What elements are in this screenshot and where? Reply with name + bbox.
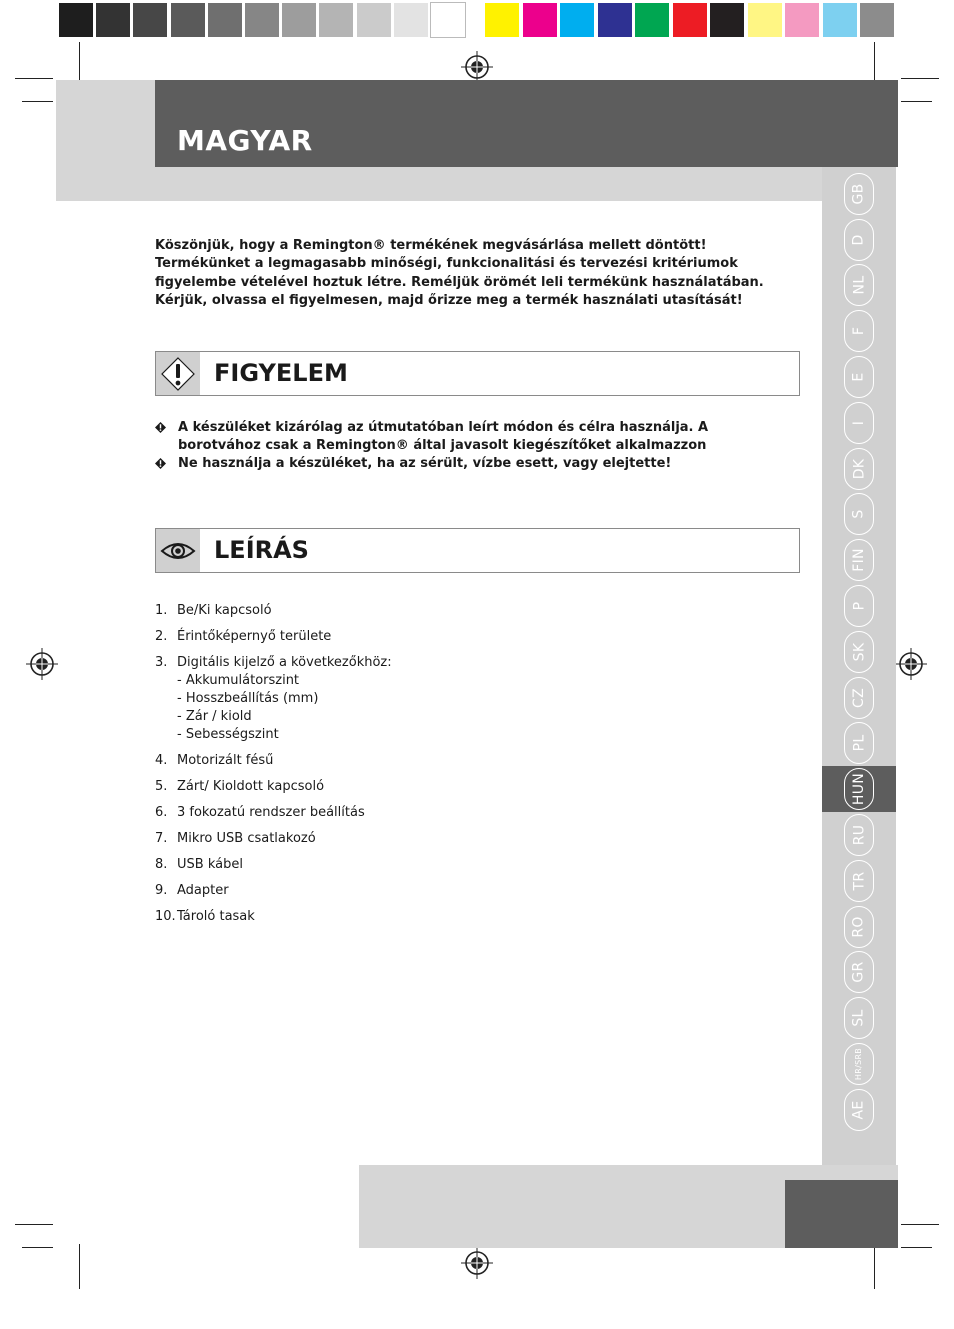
color-swatch — [635, 3, 669, 37]
color-swatch — [523, 3, 557, 37]
language-tab[interactable] — [822, 1087, 896, 1133]
list-item — [155, 752, 655, 770]
list-item-text: Tároló tasak — [177, 909, 255, 924]
color-swatch — [245, 3, 279, 37]
color-swatch — [171, 3, 205, 37]
language-tab-outline — [844, 906, 874, 948]
list-item — [155, 882, 655, 900]
warning-icon — [156, 352, 200, 395]
language-tab[interactable] — [822, 171, 896, 217]
color-swatch — [319, 3, 353, 37]
language-tab-label: DK — [851, 458, 867, 479]
language-tab-outline — [844, 677, 874, 719]
list-item — [155, 602, 655, 620]
language-tab-label: I — [851, 420, 867, 426]
warning-section-title: FIGYELEM — [214, 359, 348, 387]
language-tab-outline — [844, 310, 874, 352]
language-tab[interactable] — [822, 263, 896, 309]
list-item-text: Érintőképernyő területe — [177, 629, 332, 644]
language-tab[interactable] — [822, 995, 896, 1041]
list-item-text: Digitális kijelző a következőkhöz: — [177, 655, 392, 670]
language-tab-label: SL — [850, 1009, 867, 1027]
color-swatch — [431, 3, 465, 37]
list-item-text: Adapter — [177, 883, 229, 898]
language-tabs — [822, 167, 896, 1165]
intro-line: Kérjük, olvassa el figyelmesen, majd őrizze meg a termék használati utasítását! — [155, 292, 743, 308]
language-tab-label: F — [850, 327, 867, 336]
header-bar — [155, 80, 898, 167]
language-tab-label: HUN — [851, 773, 867, 806]
description-section-header — [155, 528, 800, 573]
language-tab-label: P — [851, 601, 867, 611]
intro-paragraph — [155, 237, 815, 310]
warning-bullet-icon — [155, 458, 166, 469]
list-item-number: 7. — [155, 831, 168, 846]
color-swatch — [598, 3, 632, 37]
list-item-text: Mikro USB csatlakozó — [177, 831, 316, 846]
language-tab-label: PL — [851, 735, 867, 752]
eye-icon — [156, 529, 200, 572]
list-item-number: 1. — [155, 603, 168, 618]
language-tab[interactable] — [822, 354, 896, 400]
language-tab-outline — [844, 448, 874, 490]
language-tab-label: GB — [851, 183, 867, 205]
language-tab[interactable] — [822, 446, 896, 492]
language-tab-label: HR/SRB — [854, 1047, 864, 1081]
color-swatch — [748, 3, 782, 37]
list-item-number: 3. — [155, 655, 168, 670]
language-tab-outline — [844, 356, 874, 398]
language-tab[interactable] — [822, 675, 896, 721]
language-tab-label: SK — [850, 642, 867, 662]
language-tab-outline — [844, 585, 874, 627]
language-tab-label: GR — [851, 961, 867, 984]
list-item-number: 9. — [155, 883, 168, 898]
color-swatch — [785, 3, 819, 37]
color-swatch — [485, 3, 519, 37]
color-swatch — [560, 3, 594, 37]
warning-section-header — [155, 351, 800, 396]
list-item-text: USB kábel — [177, 857, 243, 872]
page-title: MAGYAR — [177, 124, 313, 157]
intro-line: figyelembe vételével hoztuk létre. Reméljük örömét leli termékünk használatában. — [155, 274, 764, 290]
language-tab-label: AE — [851, 1100, 867, 1120]
language-tab[interactable] — [822, 492, 896, 538]
registration-mark-left — [26, 648, 58, 680]
language-tab[interactable] — [822, 904, 896, 950]
color-swatch — [357, 3, 391, 37]
registration-mark-right — [895, 648, 927, 680]
warning-bullet-icon — [155, 422, 166, 433]
color-swatch — [208, 3, 242, 37]
color-swatch — [710, 3, 744, 37]
language-tab-outline — [844, 951, 874, 993]
list-item-text: Zárt/ Kioldott kapcsoló — [177, 779, 325, 794]
language-tab-outline — [844, 768, 874, 810]
registration-mark-top — [461, 51, 493, 83]
list-item-number: 8. — [155, 857, 168, 872]
list-item — [155, 778, 655, 796]
intro-line: Köszönjük, hogy a Remington® termékének megvásárlása mellett döntött! — [155, 238, 707, 253]
language-tab-outline — [844, 539, 874, 581]
language-tab[interactable] — [822, 400, 896, 446]
list-item — [155, 856, 655, 874]
language-tab[interactable] — [822, 629, 896, 675]
color-swatch — [673, 3, 707, 37]
warning-list — [155, 419, 775, 474]
description-section-title: LEÍRÁS — [214, 536, 309, 564]
language-tab-label: NL — [851, 276, 867, 295]
language-tab-outline — [844, 722, 874, 764]
language-tab[interactable] — [822, 766, 896, 812]
language-tab[interactable] — [822, 950, 896, 996]
list-item-number: 5. — [155, 779, 168, 794]
list-subitem: - Hosszbeállítás (mm) — [177, 691, 319, 706]
header-underband — [155, 167, 822, 201]
language-tab-outline — [844, 860, 874, 902]
list-item — [155, 830, 655, 848]
parts-list — [155, 602, 655, 934]
language-tab-outline — [844, 814, 874, 856]
list-item — [155, 908, 655, 926]
list-item-number: 2. — [155, 629, 168, 644]
color-swatch — [823, 3, 857, 37]
language-tab-outline — [844, 173, 874, 215]
intro-line: Termékünket a legmagasabb minőségi, funkcionalitási és tervezési kritériumok — [155, 256, 738, 272]
language-tab-outline — [844, 402, 874, 444]
color-swatch — [59, 3, 93, 37]
list-subitem: - Zár / kiold — [177, 709, 252, 724]
language-tab[interactable] — [822, 858, 896, 904]
language-tab-label: TR — [850, 871, 867, 891]
language-tab-label: E — [851, 372, 867, 382]
list-item-number: 4. — [155, 753, 168, 768]
list-item-text: 3 fokozatú rendszer beállítás — [177, 805, 365, 820]
language-tab-label: D — [851, 234, 867, 246]
language-tab-outline — [844, 493, 874, 535]
language-tab-outline — [844, 264, 874, 306]
warning-item — [155, 419, 775, 455]
list-item-text: Motorizált fésű — [177, 753, 274, 768]
color-swatch — [394, 3, 428, 37]
color-swatch — [282, 3, 316, 37]
warning-text: A készüléket kizárólag az útmutatóban leírt módon és célra használja. A borotvához csak a Remington® által javasolt kiegészítőket alkalmazzon — [178, 420, 709, 454]
list-item-number: 6. — [155, 805, 168, 820]
language-tab-label: RU — [850, 824, 867, 846]
language-tab[interactable] — [822, 308, 896, 354]
list-item — [155, 628, 655, 646]
footer-page-tab — [785, 1180, 898, 1248]
color-swatch — [860, 3, 894, 37]
list-subitem: - Akkumulátorszint — [177, 673, 300, 688]
warning-text: Ne használja a készüléket, ha az sérült, vízbe esett, vagy elejtette! — [178, 456, 672, 472]
language-tab-outline — [844, 1089, 874, 1131]
warning-item — [155, 455, 775, 473]
left-gray-block — [56, 80, 155, 201]
language-tab[interactable] — [822, 721, 896, 767]
color-swatch — [133, 3, 167, 37]
language-tab-outline — [844, 997, 874, 1039]
list-item-text: Be/Ki kapcsoló — [177, 603, 272, 618]
language-tab-label: FIN — [851, 548, 867, 573]
language-tab[interactable] — [822, 217, 896, 263]
language-tab-outline — [844, 631, 874, 673]
list-item — [155, 804, 655, 822]
language-tab[interactable] — [822, 1041, 896, 1087]
language-tab-outline — [844, 219, 874, 261]
language-tab-label: CZ — [851, 687, 867, 708]
list-subitem: - Sebességszint — [177, 727, 279, 742]
registration-mark-bottom — [461, 1247, 493, 1279]
language-tab-label: RO — [850, 916, 867, 938]
language-tab[interactable] — [822, 583, 896, 629]
language-tab-outline — [844, 1043, 874, 1085]
language-tab[interactable] — [822, 537, 896, 583]
language-tab-label: S — [851, 509, 867, 520]
color-swatch — [96, 3, 130, 37]
list-item — [155, 654, 655, 744]
language-tab[interactable] — [822, 812, 896, 858]
list-item-number: 10. — [155, 909, 176, 924]
